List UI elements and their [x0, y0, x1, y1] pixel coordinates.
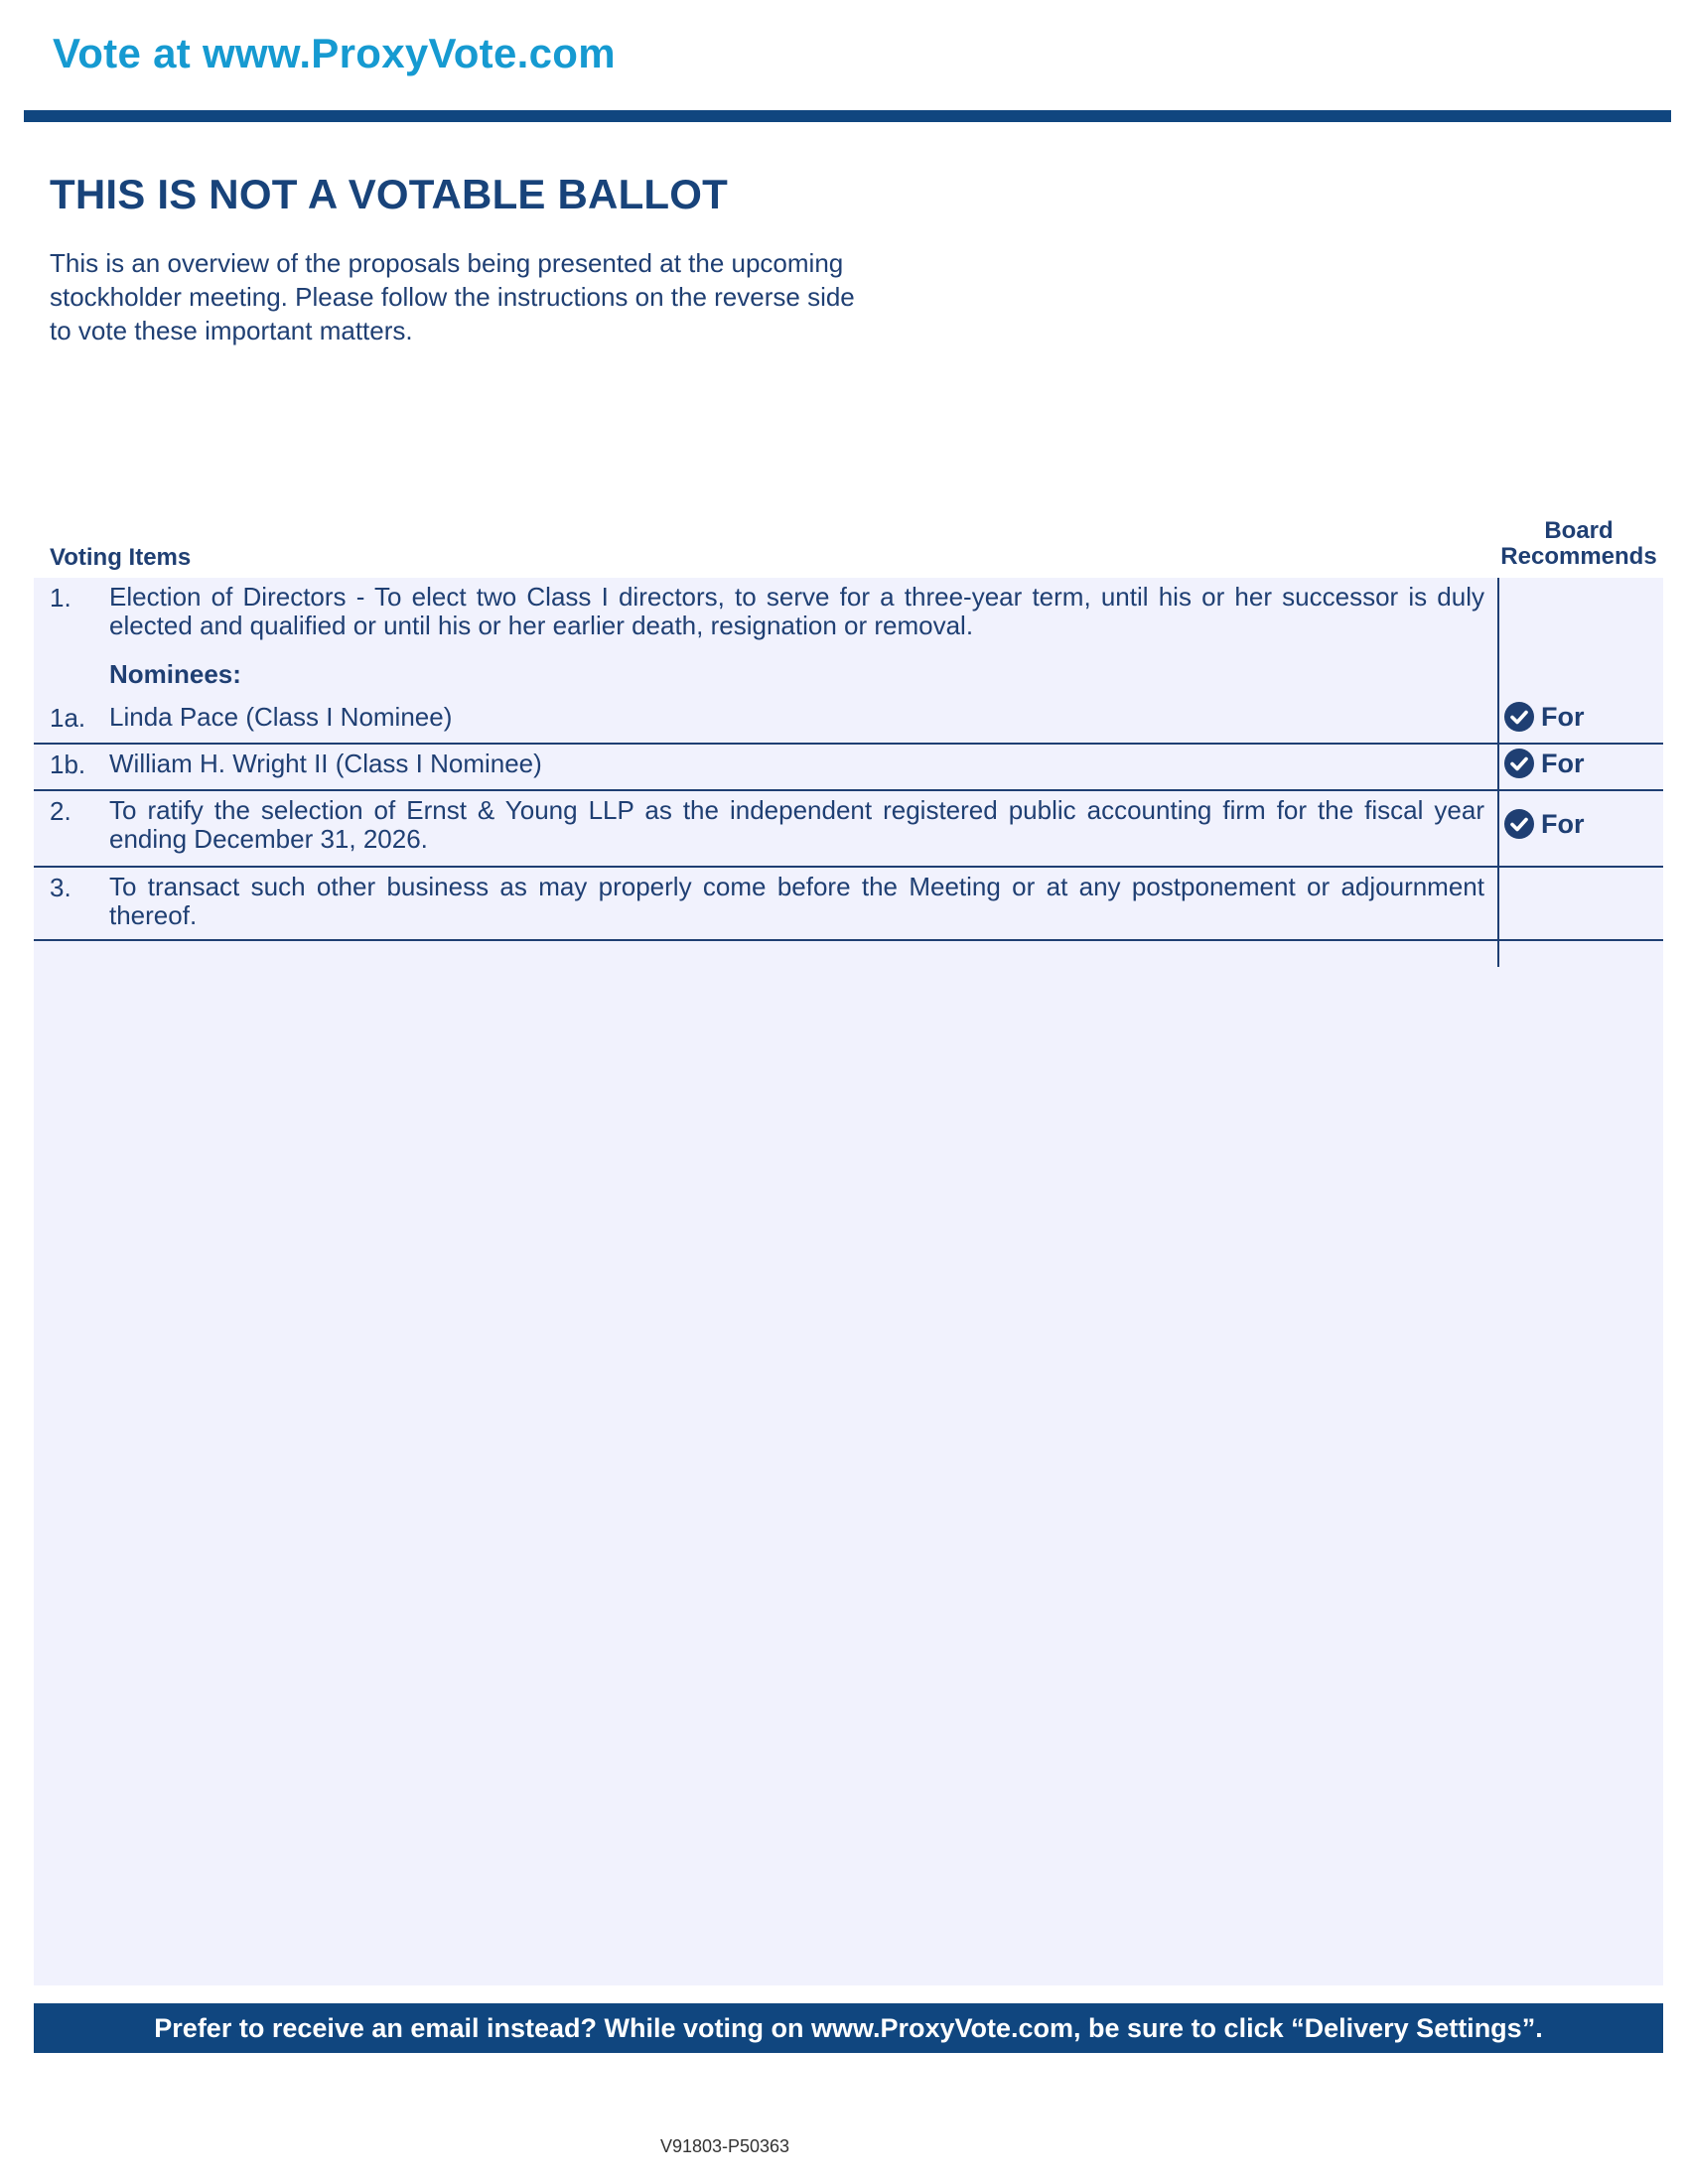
item-1b-recommendation	[1503, 748, 1585, 779]
row-divider	[34, 789, 1663, 791]
row-divider	[34, 743, 1663, 745]
item-1b-rec-label: For	[1541, 748, 1585, 778]
item-3-text: To transact such other business as may properly come before the Meeting or at any postponement or adjournment thereof.	[109, 872, 1484, 930]
header-rule	[24, 110, 1671, 122]
item-2-rec-label: For	[1541, 808, 1585, 839]
item-1b-number: 1b.	[50, 750, 86, 779]
row-divider	[34, 866, 1663, 868]
page-title: THIS IS NOT A VOTABLE BALLOT	[50, 171, 729, 217]
item-1a-recommendation	[1503, 701, 1585, 733]
item-1b-text: William H. Wright II (Class I Nominee)	[109, 749, 542, 778]
item-1a-number: 1a.	[50, 703, 86, 733]
document-code: V91803-P50363	[659, 2136, 790, 2156]
item-1-text: Election of Directors - To elect two Class I directors, to serve for a three-year term, until his or her successor is duly elected and qualified or until his or her earlier death, resignation or removal.	[109, 582, 1484, 640]
check-circle-icon	[1503, 748, 1535, 779]
board-recommends-line1: Board	[1544, 517, 1614, 544]
board-recommends-line2: Recommends	[1500, 543, 1657, 570]
item-2-number: 2.	[50, 796, 71, 826]
check-circle-icon	[1503, 808, 1535, 840]
row-divider	[34, 939, 1663, 941]
check-circle-icon	[1503, 701, 1535, 733]
item-2-recommendation	[1503, 808, 1585, 840]
item-1a-text: Linda Pace (Class I Nominee)	[109, 702, 453, 732]
nominees-label: Nominees:	[109, 659, 241, 689]
column-divider	[1497, 578, 1499, 967]
intro-paragraph: This is an overview of the proposals being presented at the upcoming stockholder meeting. Please follow the instructions on the reverse side to vote these important matters.	[50, 248, 855, 345]
proxyvote-link[interactable]: Vote at www.ProxyVote.com	[53, 30, 616, 76]
voting-items-header: Voting Items	[50, 544, 192, 571]
item-1a-rec-label: For	[1541, 701, 1585, 732]
item-2-text: To ratify the selection of Ernst & Young LLP as the independent registered public accounting firm for the fiscal year ending December 31, 2026.	[109, 795, 1484, 854]
board-recommends-header	[1489, 518, 1668, 570]
item-3-number: 3.	[50, 873, 71, 902]
item-1-number: 1.	[50, 583, 71, 613]
email-delivery-banner: Prefer to receive an email instead? While voting on www.ProxyVote.com, be sure to click “Delivery Settings”.	[34, 2003, 1663, 2053]
